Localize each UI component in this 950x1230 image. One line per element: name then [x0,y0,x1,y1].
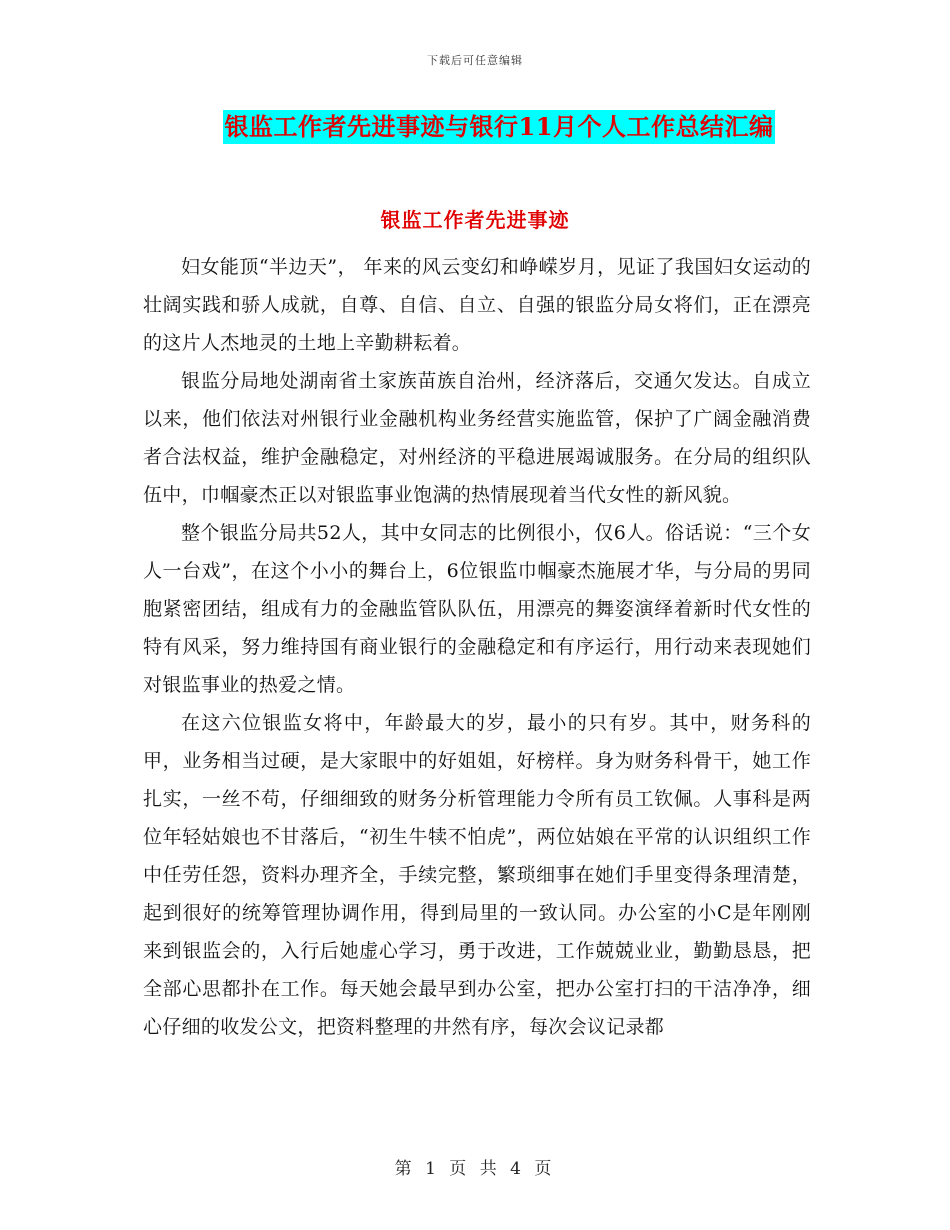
paragraph-3: 整个银监分局共52人，其中女同志的比例很小，仅6人。俗话说：“三个女人一台戏”，在这个小小的舞台上，6位银监巾帼豪杰施展才华，与分局的男同胞紧密团结，组成有力的金融监管队队伍，用漂亮的舞姿演绎着新时代女性的特有风采，努力维持国有商业银行的金融稳定和有序运行，用行动来表现她们对银监事业的热爱之情。 [143,522,811,696]
title-wrapper [0,110,950,144]
paragraph-2: 银监分局地处湖南省土家族苗族自治州，经济落后，交通欠发达。自成立以来，他们依法对州银行业金融机构业务经营实施监管，保护了广阔金融消费者合法权益，维护金融稳定，对州经济的平稳进展竭诚服务。在分局的组织队伍中，巾帼豪杰正以对银监事业饱满的热情展现着当代女性的新风貌。 [143,370,811,506]
body-text [143,248,811,1046]
paragraph-1: 妇女能顶“半边天”， 年来的风云变幻和峥嵘岁月，见证了我国妇女运动的壮阔实践和骄人成就，自尊、自信、自立、自强的银监分局女将们，正在漂亮的这片人杰地灵的土地上辛勤耕耘着。 [143,256,811,354]
page-number: 第 1 页 共 4 页 [394,1159,556,1179]
paragraph-4: 在这六位银监女将中，年龄最大的岁，最小的只有岁。其中，财务科的甲，业务相当过硬，是大家眼中的好姐姐，好榜样。身为财务科骨干，她工作扎实，一丝不苟，仔细细致的财务分析管理能力令所有员工钦佩。人事科是两位年轻姑娘也不甘落后，“初生牛犊不怕虎”，两位姑娘在平常的认识组织工作中任劳任怨，资料办理齐全，手续完整，繁琐细事在她们手里变得条理清楚，起到很好的统筹管理协调作用，得到局里的一致认同。办公室的小C是年刚刚来到银监会的，入行后她虚心学习，勇于改进，工作兢兢业业，勤勤恳恳，把全部心思都扑在工作。每天她会最早到办公室，把办公室打扫的干洁净净，细心仔细的收发公文，把资料整理的井然有序，每次会议记录都 [143,712,811,1038]
document-title: 银监工作者先进事迹与银行11月个人工作总结汇编 [223,110,776,144]
header-note: 下载后可任意编辑 [427,54,523,67]
section-title: 银监工作者先进事迹 [380,208,570,232]
